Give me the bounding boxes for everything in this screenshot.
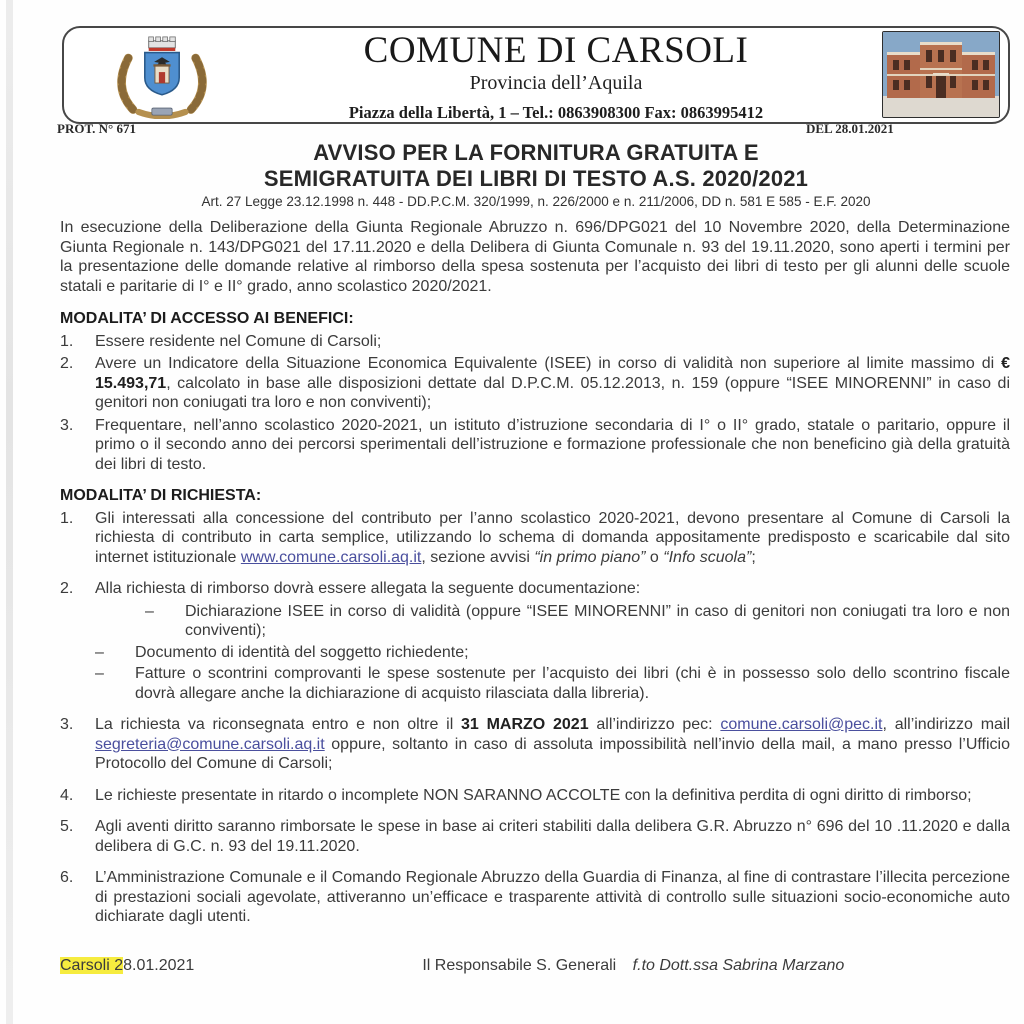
signer-role: Il Responsabile S. Generali	[422, 957, 617, 974]
text-segment: Gli interessati alla concessione del contributo per l’anno scolastico 2020-2021, devono presentare al Comune di Carsoli la richiesta di contributo in carta semplice, utilizzando lo schema di domanda appositamente predisposto e scaricabile dal sito internet istituzionale	[95, 509, 1010, 566]
list-number: 1.	[60, 509, 74, 527]
text-segment: o	[645, 548, 664, 566]
intro-paragraph: In esecuzione della Deliberazione della Giunta Regionale Abruzzo n. 696/DPG021 del 10 Novembre 2020, della Determinazione Giunta Regionale n. 143/DPG021 del 17.11.2020 e della Delibera di Giunta Comunale n. 93 del 19.11.2020, sono aperti i termini per la presentazione delle domande relative al rimborso della spesa sostenuta per l’acquisto dei libri di testo per gli alunni delle scuole statali e paritarie di I° e II° grado, anno scolastico 2020/2021.	[60, 219, 1010, 295]
signer-name	[633, 957, 845, 974]
text-segment: 31 MARZO 2021	[461, 716, 589, 733]
list-item-text	[95, 786, 1010, 806]
list-item-text	[95, 416, 1010, 475]
section-heading-request: MODALITA’ DI RICHIESTA:	[60, 487, 262, 504]
text-segment: Essere residente nel Comune di Carsoli;	[95, 332, 382, 350]
sub-item-text	[135, 643, 1010, 663]
document-title	[62, 140, 1010, 191]
address-phone-line: Piazza della Libertà, 1 – Tel.: 0863908300 Fax: 0863995412	[348, 102, 764, 122]
dash-bullet: –	[95, 643, 104, 661]
letterhead-box	[62, 26, 1010, 124]
document-title-line2: SEMIGRATUITA DEI LIBRI DI TESTO A.S. 2020/2021	[263, 165, 809, 191]
text-segment: Fatture o scontrini comprovanti le spese sostenute per l’acquisto dei libri (chi è in possesso solo dello scontrino fiscale dovrà allegare anche la dichiarazione di acquisto rilasciata dalla libreria).	[135, 665, 1010, 702]
text-segment: oppure, soltanto in caso di assoluta impossibilità nell’invio della mail, a mano presso l’Ufficio Protocollo del Comune di Carsoli;	[95, 735, 1010, 772]
letterhead-text	[264, 32, 848, 123]
text-segment: Carsoli 2	[60, 957, 124, 974]
place-and-date	[60, 957, 194, 975]
sub-item-text	[185, 602, 1010, 641]
document-title-line1: AVVISO PER LA FORNITURA GRATUITA E	[313, 140, 759, 165]
list-item-text	[95, 715, 1010, 774]
text-segment: , sezione avvisi	[421, 548, 535, 566]
list-number: 2.	[60, 355, 74, 372]
text-segment: Le richieste presentate in ritardo o incomplete NON SARANNO ACCOLTE con la definitiva perdita di ogni diritto di rimborso;	[95, 786, 972, 804]
sub-item-text	[135, 664, 1010, 703]
list-item-text	[95, 579, 1010, 599]
dash-bullet: –	[145, 602, 154, 620]
access-item-3	[60, 416, 1010, 475]
text-segment: Agli aventi diritto saranno rimborsate le spese in base ai criteri stabiliti dalla delibera G.R. Abruzzo n° 696 del 10 .11.2020 e dalla delibera di G.C. n. 93 del 19.11.2020.	[95, 818, 1010, 855]
hyperlink-text[interactable]: comune.carsoli@pec.it	[720, 716, 883, 733]
town-hall-photo	[882, 31, 1000, 118]
text-segment: “in primo piano”	[534, 548, 646, 566]
request-item-2-sub-fatture	[60, 664, 1010, 703]
access-item-1	[60, 332, 1010, 352]
text-segment: “Info scuola”	[663, 548, 752, 566]
request-item-4	[60, 786, 1010, 806]
list-number: 1.	[60, 332, 74, 350]
dash-bullet: –	[95, 665, 104, 682]
text-segment: € 15.493,71	[95, 355, 1010, 392]
text-segment: Avere un Indicatore della Situazione Economica Equivalente (ISEE) in corso di validità non superiore al limite massimo di	[95, 355, 1002, 372]
text-segment: 8.01.2021	[123, 957, 195, 974]
request-item-3	[60, 715, 1010, 774]
list-number: 3.	[60, 716, 74, 733]
section-heading-access: MODALITA’ DI ACCESSO AI BENEFICI:	[60, 310, 354, 327]
text-segment: all’indirizzo pec:	[588, 716, 721, 733]
protocol-number: PROT. N° 671	[57, 121, 136, 136]
hyperlink-text[interactable]: www.comune.carsoli.aq.it	[240, 548, 422, 566]
request-item-6	[60, 868, 1010, 927]
town-hall-photo-image	[883, 32, 999, 117]
list-item-text	[95, 817, 1010, 856]
text-segment: Frequentare, nell’anno scolastico 2020-2021, un istituto d’istruzione secondaria di I° o II° grado, statale o paritario, oppure il primo o il secondo anno dei percorsi sperimentali dell’istruzione e formazione professionale che non beneficino già della gratuità dei libri di testo.	[95, 416, 1010, 473]
text-segment: L’Amministrazione Comunale e il Comando Regionale Abruzzo della Guardia di Finanza, al fine di contrastare l’illecita percezione di prestazioni sociali agevolate, attiveranno un’efficace e trasparente attività di controllo sulle situazioni socio-economiche auto dichiarate dagli utenti.	[95, 869, 1010, 925]
document-body	[60, 218, 1010, 930]
text-segment: f.to Dott.ssa Sabrina Marzano	[632, 957, 845, 974]
list-item-text	[95, 332, 1010, 352]
list-number: 4.	[60, 786, 74, 804]
protocol-date: DEL 28.01.2021	[806, 121, 894, 136]
text-segment: Alla richiesta di rimborso dovrà essere allegata la seguente documentazione:	[95, 580, 641, 597]
list-item-text	[95, 868, 1010, 927]
list-item-text	[95, 509, 1010, 568]
province-name: Provincia dell’Aquila	[469, 71, 643, 94]
request-item-2-sub-documento	[60, 643, 1010, 663]
text-segment: Documento di identità del soggetto richiedente;	[135, 643, 469, 661]
text-segment: , all’indirizzo mail	[882, 716, 1011, 733]
request-item-5	[60, 817, 1010, 856]
municipality-name: COMUNE DI CARSOLI	[363, 30, 749, 71]
law-reference-line: Art. 27 Legge 23.12.1998 n. 448 - DD.P.C.M. 320/1999, n. 226/2000 e n. 211/2006, DD n. 581 E 585 - E.F. 2020	[201, 194, 871, 209]
scan-edge-artifact	[6, 0, 13, 1024]
list-number: 5.	[60, 818, 74, 835]
text-segment: Dichiarazione ISEE in corso di validità (oppure “ISEE MINORENNI” in caso di genitori non coniugati tra loro e non conviventi);	[185, 602, 1010, 639]
signature-block	[422, 957, 844, 975]
list-number: 2.	[60, 580, 74, 597]
request-item-2-sub-isee	[60, 602, 1010, 641]
text-segment: ;	[751, 548, 756, 566]
text-segment: , calcolato in base alle disposizioni dettate dal D.P.C.M. 05.12.2013, n. 159 (oppure “ISEE MINORENNI” in caso di genitori non coniugati tra loro e non conviventi);	[95, 374, 1010, 411]
list-number: 6.	[60, 869, 74, 886]
text-segment: La richiesta va riconsegnata entro e non oltre il	[95, 716, 462, 733]
municipal-coat-of-arms-icon	[88, 33, 236, 119]
request-item-2	[60, 579, 1010, 599]
list-number: 3.	[60, 416, 74, 434]
document-footer	[60, 957, 1010, 975]
request-item-1	[60, 509, 1010, 568]
list-item-text	[95, 354, 1010, 413]
protocol-row	[0, 121, 1024, 139]
access-item-2	[60, 354, 1010, 413]
hyperlink-text[interactable]: segreteria@comune.carsoli.aq.it	[95, 735, 325, 753]
